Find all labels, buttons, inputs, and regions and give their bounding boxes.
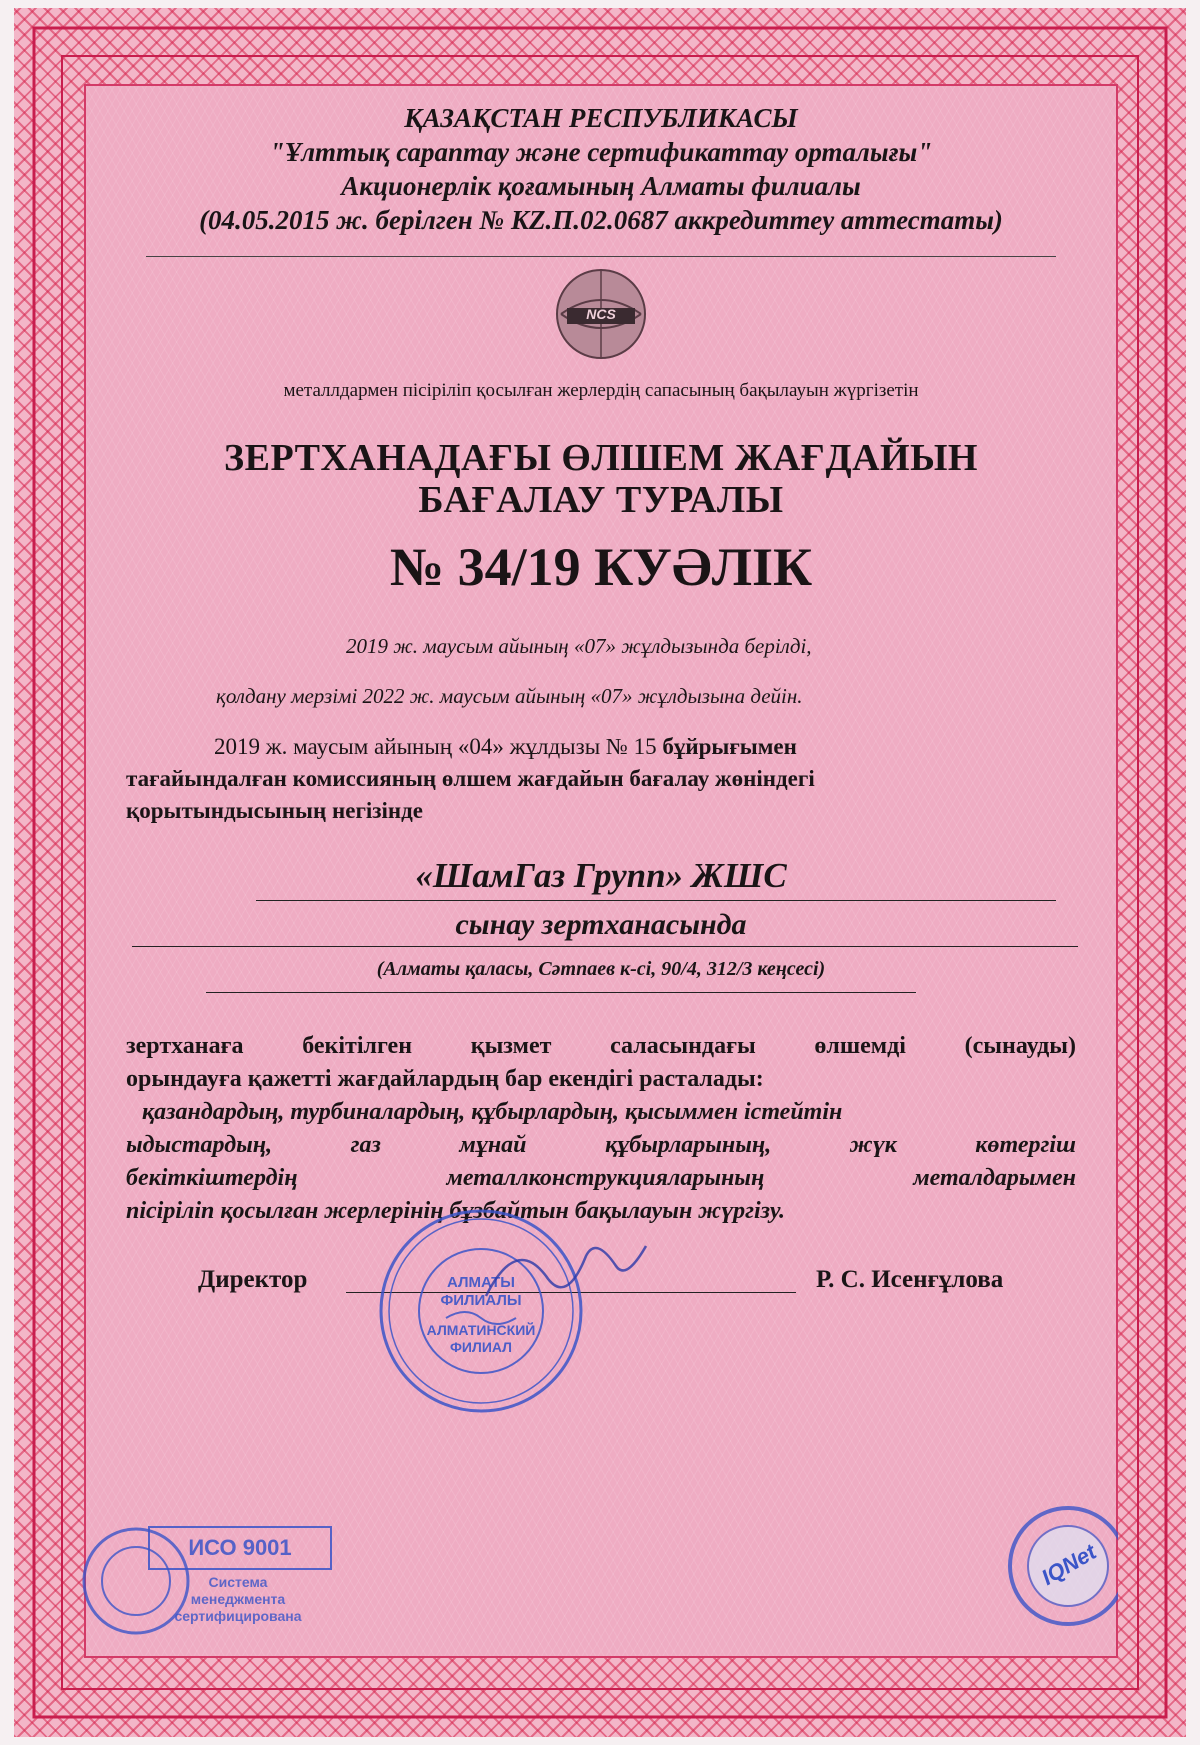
director-label: Директор: [198, 1266, 308, 1293]
word: мұнай: [459, 1132, 527, 1158]
confirmation-line2: орындауға қажетті жағдайлардың бар екендігі расталады:: [126, 1066, 764, 1092]
word: саласындағы: [610, 1033, 756, 1059]
header-branch: Акционерлік қоғамының Алматы филиалы: [341, 171, 861, 201]
laboratory-name: сынау зертханасында: [455, 908, 747, 941]
word: зертханаға: [126, 1033, 244, 1059]
stamp-text-top: АЛМАТЫ ФИЛИАЛЫ: [440, 1274, 522, 1309]
iso-line3: сертифицирована: [174, 1608, 302, 1624]
word: металдарымен: [913, 1165, 1076, 1191]
organization-name: «ШамГаз Групп» ЖШС: [415, 856, 787, 895]
confirmation-text: [126, 1030, 1076, 1096]
stamp-text-bottom: АЛМАТИНСКИЙ ФИЛИАЛ: [426, 1322, 536, 1355]
iso-line1: Система: [208, 1574, 268, 1590]
iqnet-text: IQNet: [1037, 1539, 1101, 1591]
header-center-name: "Ұлттық сараптау және сертификаттау орталығы": [269, 137, 933, 167]
scope-line1: қазандардың, турбиналардың, құбырлардың, қысыммен істейтін: [142, 1099, 843, 1125]
basis-line3: қорытындысының негізінде: [126, 798, 424, 823]
laboratory-address: (Алматы қаласы, Сәтпаев к-сі, 90/4, 312/3 кеңсесі): [376, 958, 826, 980]
confirmation-line1: [126, 1030, 1076, 1063]
iso-badge-label: ИСО 9001: [148, 1526, 332, 1570]
word: (сынауды): [964, 1033, 1076, 1059]
word: бекітілген: [302, 1033, 413, 1059]
header-divider: [146, 256, 1056, 257]
certificate-number: № 34/19 КУӘЛІК: [389, 537, 813, 597]
valid-until: қолдану мерзімі 2022 ж. маусым айының «07» жұлдызына дейін.: [216, 684, 803, 708]
laboratory-underline: [132, 946, 1078, 947]
scope-line2: [126, 1129, 1076, 1162]
word: көтергіш: [975, 1132, 1076, 1158]
laboratory-purpose: металлдармен пісіріліп қосылған жерлердің сапасының бақылауын жүргізетін: [283, 380, 919, 401]
header-country: ҚАЗАҚСТАН РЕСПУБЛИКАСЫ: [404, 103, 798, 133]
issued-date: 2019 ж. маусым айының «07» жұлдызында берілді,: [346, 634, 812, 658]
scope-line4: пісіріліп қосылған жерлерінің бұзбайтын бақылауын жүргізу.: [126, 1198, 785, 1224]
logo-text: NCS: [586, 306, 616, 322]
word: бекіткіштердің: [126, 1165, 298, 1191]
organization-underline: [256, 900, 1056, 901]
certificate-body: [86, 86, 1116, 1656]
basis-line1: [214, 734, 797, 760]
basis-line1-plain: 2019 ж. маусым айының «04» жұлдызы № 15: [214, 734, 657, 759]
address-underline: [206, 992, 916, 993]
basis-line1-bold: бұйрығымен: [662, 734, 797, 759]
word: ыдыстардың,: [126, 1132, 273, 1158]
scope-line3: [126, 1162, 1076, 1195]
iso-line2: менеджмента: [190, 1591, 286, 1607]
word: металлконструкцияларының: [446, 1165, 765, 1191]
word: жүк: [849, 1132, 897, 1158]
basis-line2: тағайындалған комиссияның өлшем жағдайын бағалау жөніндегі: [126, 766, 815, 791]
scope-text: [126, 1096, 1076, 1228]
title-line2: БАҒАЛАУ ТУРАЛЫ: [418, 479, 784, 521]
word: газ: [350, 1132, 381, 1158]
word: құбырларының,: [605, 1132, 772, 1158]
title-line1: ЗЕРТХАНАДАҒЫ ӨЛШЕМ ЖАҒДАЙЫН: [224, 437, 978, 479]
word: қызмет: [470, 1033, 552, 1059]
director-name: Р. С. Исенғұлова: [816, 1266, 1004, 1293]
signature-scribble: [476, 1226, 656, 1316]
iso-badge-text: [148, 1574, 328, 1625]
header-accreditation: (04.05.2015 ж. берілген № KZ.П.02.0687 аккредиттеу аттестаты): [199, 205, 1003, 235]
word: өлшемді: [814, 1033, 906, 1059]
